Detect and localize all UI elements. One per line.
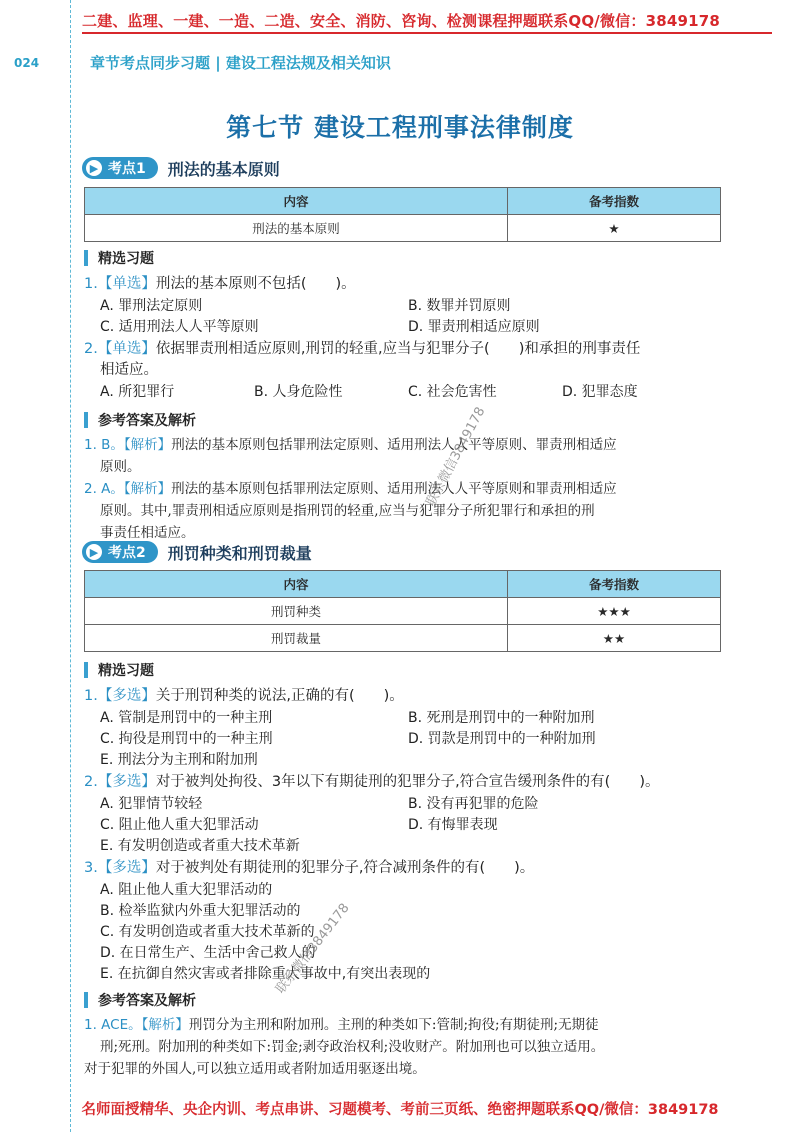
section-title: 第七节 建设工程刑事法律制度 bbox=[226, 113, 574, 142]
key-point-2-badge-label: 考点2 bbox=[108, 545, 146, 561]
bottom-promo-banner: 名师面授精华、央企内训、考点串讲、习题模考、考前三页纸、绝密押题联系QQ/微信：3849178 bbox=[81, 1102, 719, 1118]
question-tag: 【多选】 bbox=[97, 860, 156, 876]
question-tag: 【单选】 bbox=[97, 341, 156, 357]
option: A. 所犯罪行 bbox=[100, 384, 175, 400]
option: A. 管制是刑罚中的一种主刑 bbox=[100, 710, 273, 726]
option: E. 有发明创造或者重大技术革新 bbox=[100, 838, 300, 854]
option: D. 有悔罪表现 bbox=[408, 817, 498, 833]
table-header-row bbox=[85, 188, 721, 215]
answer-key: 2. A。 bbox=[84, 481, 124, 497]
option: E. 在抗御自然灾害或者排除重大事故中,有突出表现的 bbox=[100, 966, 431, 982]
key-point-1-badge-label: 考点1 bbox=[108, 161, 146, 177]
question-text-continued: 相适应。 bbox=[100, 362, 158, 378]
option: A. 罪刑法定原则 bbox=[100, 298, 203, 314]
table-cell-content: 刑罚种类 bbox=[85, 598, 508, 625]
header-divider bbox=[82, 32, 772, 34]
option: D. 在日常生产、生活中舍己救人的 bbox=[100, 945, 316, 961]
option: B. 人身危险性 bbox=[254, 384, 343, 400]
option: C. 阻止他人重大犯罪活动 bbox=[100, 817, 259, 833]
watermark-text: 联系微信3849178 bbox=[423, 404, 489, 509]
table-cell-stars: ★★ bbox=[508, 625, 721, 652]
answer-text: 刑罚分为主刑和附加刑。主刑的种类如下:管制;拘役;有期徒刑;无期徒 bbox=[188, 1017, 599, 1033]
table-header-content: 内容 bbox=[85, 571, 508, 598]
option: B. 数罪并罚原则 bbox=[408, 298, 511, 314]
key-point-2-header bbox=[82, 541, 312, 563]
answer-text: 刑;死刑。附加刑的种类如下:罚金;剥夺政治权利;没收财产。附加刑也可以独立适用。 bbox=[100, 1039, 605, 1055]
table-header-row bbox=[85, 571, 721, 598]
question-text: 依据罪责刑相适应原则,刑罚的轻重,应当与犯罪分子( )和承担的刑事责任 bbox=[155, 341, 641, 357]
watermark-text: 联系微信3849178 bbox=[273, 900, 353, 997]
key-point-1-title: 刑法的基本原则 bbox=[167, 159, 280, 179]
question-text: 关于刑罚种类的说法,正确的有( )。 bbox=[155, 688, 404, 704]
answer-tag: 【解析】 bbox=[123, 481, 172, 497]
running-head: 章节考点同步习题 | 建设工程法规及相关知识 bbox=[90, 54, 391, 72]
exercises-heading-2 bbox=[84, 660, 154, 680]
table-cell-stars: ★ bbox=[508, 215, 721, 242]
table-cell-content: 刑法的基本原则 bbox=[85, 215, 508, 242]
page-number: 024 bbox=[14, 56, 40, 70]
table-cell-stars: ★★★ bbox=[508, 598, 721, 625]
question-text: 刑法的基本原则不包括( )。 bbox=[155, 276, 356, 292]
answer-text: 刑法的基本原则包括罪刑法定原则、适用刑法人人平等原则和罪责刑相适应 bbox=[171, 481, 617, 497]
table-row bbox=[85, 598, 721, 625]
key-point-2-title: 刑罚种类和刑罚裁量 bbox=[167, 543, 312, 563]
heading-bar bbox=[84, 992, 88, 1008]
question-number: 1. bbox=[84, 276, 98, 292]
exercises-heading-2-label: 精选习题 bbox=[98, 663, 154, 679]
option: E. 刑法分为主刑和附加刑 bbox=[100, 752, 258, 768]
option: D. 犯罪态度 bbox=[562, 384, 638, 400]
question-text: 对于被判处拘役、3年以下有期徒刑的犯罪分子,符合宣告缓刑条件的有( )。 bbox=[155, 774, 660, 790]
kp2-question-1 bbox=[84, 686, 404, 707]
table-row bbox=[85, 625, 721, 652]
answers-heading-1 bbox=[84, 410, 196, 430]
question-text: 对于被判处有期徒刑的犯罪分子,符合减刑条件的有( )。 bbox=[155, 860, 535, 876]
option: C. 有发明创造或者重大技术革新的 bbox=[100, 924, 315, 940]
table-header-content: 内容 bbox=[85, 188, 508, 215]
key-point-2-badge bbox=[82, 541, 158, 563]
answers-heading-2 bbox=[84, 990, 196, 1010]
question-number: 1. bbox=[84, 688, 98, 704]
key-point-1-header bbox=[82, 157, 280, 179]
option: B. 死刑是刑罚中的一种附加刑 bbox=[408, 710, 595, 726]
page-margin-rule bbox=[70, 0, 71, 1132]
heading-bar bbox=[84, 662, 88, 678]
answers-heading-2-label: 参考答案及解析 bbox=[98, 993, 196, 1009]
question-number: 2. bbox=[84, 341, 98, 357]
question-tag: 【多选】 bbox=[97, 774, 156, 790]
option: B. 没有再犯罪的危险 bbox=[408, 796, 539, 812]
answer-text: 原则。 bbox=[100, 459, 141, 475]
answer-tag: 【解析】 bbox=[123, 437, 172, 453]
play-icon: ▶ bbox=[86, 160, 102, 176]
question-number: 3. bbox=[84, 860, 98, 876]
kp2-question-3 bbox=[84, 858, 534, 879]
answer-text: 事责任相适应。 bbox=[100, 525, 195, 541]
table-header-index: 备考指数 bbox=[508, 188, 721, 215]
kp2-answer-1 bbox=[84, 1014, 724, 1080]
exercises-heading-1 bbox=[84, 248, 154, 268]
top-promo-banner: 二建、监理、一建、一造、二造、安全、消防、咨询、检测课程押题联系QQ/微信：3849178 bbox=[82, 12, 721, 30]
question-tag: 【多选】 bbox=[97, 688, 156, 704]
key-point-1-table bbox=[84, 187, 721, 242]
heading-bar bbox=[84, 250, 88, 266]
answers-heading-1-label: 参考答案及解析 bbox=[98, 413, 196, 429]
play-icon: ▶ bbox=[86, 544, 102, 560]
option: D. 罪责刑相适应原则 bbox=[408, 319, 540, 335]
option: C. 拘役是刑罚中的一种主刑 bbox=[100, 731, 273, 747]
kp2-question-2 bbox=[84, 772, 660, 793]
key-point-1-badge bbox=[82, 157, 158, 179]
kp1-question-1 bbox=[84, 274, 356, 295]
table-cell-content: 刑罚裁量 bbox=[85, 625, 508, 652]
key-point-2-table bbox=[84, 570, 721, 652]
option: B. 检举监狱内外重大犯罪活动的 bbox=[100, 903, 301, 919]
heading-bar bbox=[84, 412, 88, 428]
table-row bbox=[85, 215, 721, 242]
option: D. 罚款是刑罚中的一种附加刑 bbox=[408, 731, 596, 747]
option: A. 犯罪情节较轻 bbox=[100, 796, 203, 812]
table-header-index: 备考指数 bbox=[508, 571, 721, 598]
answer-key: 1. B。 bbox=[84, 437, 124, 453]
answer-text: 刑法的基本原则包括罪刑法定原则、适用刑法人人平等原则、罪责刑相适应 bbox=[171, 437, 617, 453]
option: C. 社会危害性 bbox=[408, 384, 497, 400]
kp1-answer-1 bbox=[84, 434, 724, 478]
question-number: 2. bbox=[84, 774, 98, 790]
kp1-question-2 bbox=[84, 339, 640, 360]
kp1-answer-2 bbox=[84, 478, 724, 544]
option: A. 阻止他人重大犯罪活动的 bbox=[100, 882, 273, 898]
question-tag: 【单选】 bbox=[97, 276, 156, 292]
answer-tag: 【解析】 bbox=[141, 1017, 189, 1033]
exercises-heading-1-label: 精选习题 bbox=[98, 251, 154, 267]
answer-text: 对于犯罪的外国人,可以独立适用或者附加适用驱逐出境。 bbox=[84, 1061, 426, 1077]
answer-key: 1. ACE。 bbox=[84, 1017, 142, 1033]
answer-text: 原则。其中,罪责刑相适应原则是指刑罚的轻重,应当与犯罪分子所犯罪行和承担的刑 bbox=[100, 503, 595, 519]
option: C. 适用刑法人人平等原则 bbox=[100, 319, 259, 335]
